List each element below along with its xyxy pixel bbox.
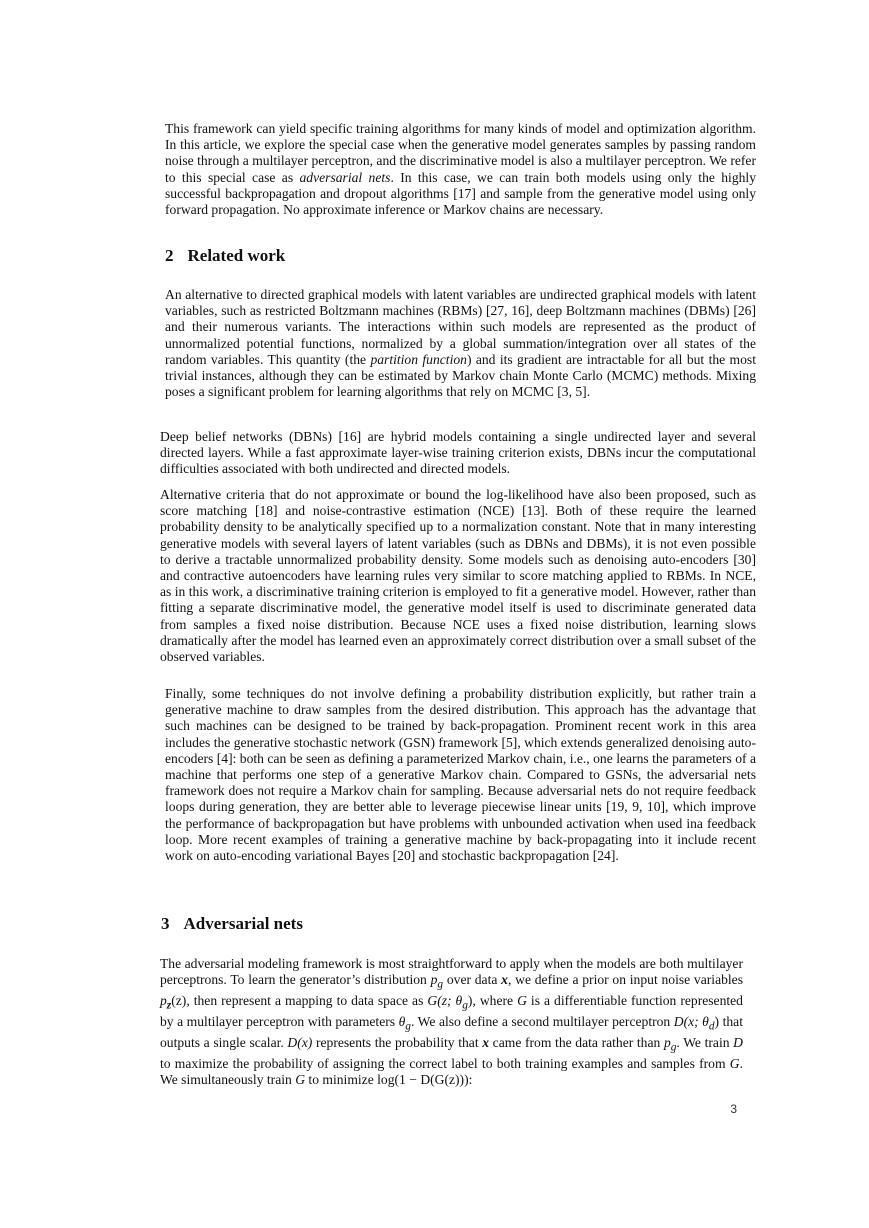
math-symbol: D(x; θ	[673, 1014, 709, 1030]
math-symbol: G	[295, 1072, 306, 1088]
math-symbol: )	[467, 993, 473, 1009]
math-symbol: D(x)	[287, 1034, 313, 1050]
section-title: Related work	[187, 246, 286, 265]
paragraph-text: came from the data rather than	[489, 1034, 664, 1050]
paragraph-text-cont: ) and its gradient are intractable for all but the most trivial instances, although they can be estimated by Markov chain Monte Carlo (MCMC) methods. Mixing poses a significant problem for learning algorithms that rely on MCMC [3, 5].	[165, 351, 756, 400]
related-work-paragraph-2: Deep belief networks (DBNs) [16] are hybrid models containing a single undirected layer and several directed layers. While a fast approximate layer-wise training criterion exists, DBNs incur the computational difficulties associated with both undirected and directed models.	[160, 429, 756, 477]
math-symbol: D	[733, 1034, 743, 1050]
section-title: Adversarial nets	[183, 914, 303, 933]
math-symbol: G	[729, 1055, 740, 1071]
paragraph-emphasis: partition function	[370, 351, 467, 367]
paragraph-text: over data	[443, 972, 502, 988]
page-number: 3	[730, 1102, 737, 1116]
paragraph-text: . We also define a second multilayer perceptron	[410, 1014, 674, 1030]
section-number: 3	[161, 914, 170, 933]
math-subscript: g	[405, 1020, 411, 1033]
paragraph-text: represents the probability that	[312, 1034, 483, 1050]
section-number: 2	[165, 246, 174, 265]
math-symbol: x	[501, 972, 508, 988]
math-symbol: p	[663, 1034, 671, 1050]
paragraph-text: is a differentiable function represented by a multilayer perceptron with parameters	[160, 993, 743, 1030]
paragraph-text: . We train	[676, 1034, 734, 1050]
math-symbol: θ	[398, 1014, 406, 1030]
section-heading-related-work	[165, 246, 285, 266]
math-subscript: d	[708, 1020, 715, 1033]
math-symbol: p	[430, 972, 438, 988]
math-symbol: (z)	[171, 993, 187, 1009]
related-work-paragraph-3: Alternative criteria that do not approximate or bound the log-likelihood have also been proposed, such as score matching [18] and noise-contrastive estimation (NCE) [13]. Both of these require the learned probability density to be analytically specified up to a normalization constant. Note that in many interesting generative models with several layers of latent variables (such as DBNs and DBMs), it is not even possible to derive a tractable unnormalized probability density. Some models such as denoising auto-encoders [30] and contractive autoencoders have learning rules very similar to score matching applied to RBMs. In NCE, as in this work, a discriminative training criterion is employed to fit a generative model. However, rather than fitting a separate discriminative model, the generative model itself is used to discriminate generated data from samples a fixed noise distribution. Because NCE uses a fixed noise distribution, learning slows dramatically after the model has learned even an approximately correct distribution over a small subset of the observed variables.	[160, 487, 756, 665]
paragraph-text: , where	[472, 993, 518, 1009]
paragraph-text: that outputs a single scalar.	[160, 1014, 743, 1050]
math-symbol: x	[482, 1034, 490, 1050]
math-subscript: g	[437, 978, 444, 991]
paragraph-text: , we define a prior on input noise variables	[507, 972, 743, 988]
math-expression: log(1 − D(G(z))):	[377, 1072, 473, 1088]
math-symbol: p	[160, 993, 167, 1009]
intro-text: This framework can yield specific training algorithms for many kinds of model and optimization algorithm. In this article, we explore the special case when the generative model generates samples by passing random noise through a multilayer perceptron, and the discriminative model is also a multilayer perceptron. We refer to this special case as	[165, 121, 756, 185]
adversarial-nets-paragraph	[160, 956, 743, 1088]
math-subscript: g	[462, 999, 468, 1012]
paragraph-text: to minimize	[305, 1072, 378, 1088]
math-subscript: g	[670, 1041, 677, 1054]
section-heading-adversarial-nets	[161, 914, 303, 934]
paragraph-text: The adversarial modeling framework is most straightforward to apply when the models are both multilayer perceptrons. To learn the generator’s distribution	[160, 956, 743, 988]
paragraph-text: to maximize the probability of assigning the correct label to both training examples and samples from	[160, 1055, 730, 1071]
paragraph-text: . We simultaneously train	[160, 1055, 743, 1088]
intro-emphasis: adversarial nets	[299, 169, 391, 185]
related-work-paragraph-1	[165, 287, 756, 400]
paragraph-text: An alternative to directed graphical models with latent variables are undirected graphical models with latent variables, such as restricted Boltzmann machines (RBMs) [27, 16], deep Boltzmann machines (DBMs) [26] and their numerous variants. The interactions within such models are represented as the product of unnormalized potential functions, normalized by a global summation/integration over all states of the random variables. This quantity (the	[165, 287, 756, 367]
math-symbol: )	[714, 1014, 720, 1030]
intro-paragraph	[165, 121, 756, 218]
math-symbol: G	[517, 993, 527, 1009]
math-symbol: G(z; θ	[427, 993, 463, 1009]
related-work-paragraph-4: Finally, some techniques do not involve defining a probability distribution explicitly, but rather train a generative machine to draw samples from the desired distribution. This approach has the advantage that such machines can be designed to be trained by back-propagation. Prominent recent work in this area includes the generative stochastic network (GSN) framework [5], which extends generalized denoising auto-encoders [4]: both can be seen as defining a parameterized Markov chain, i.e., one learns the parameters of a machine that performs one step of a generative Markov chain. Compared to GSNs, the adversarial nets framework does not require a Markov chain for sampling. Because adversarial nets do not require feedback loops during generation, they are better able to leverage piecewise linear units [19, 9, 10], which improve the performance of backpropagation but have problems with unbounded activation when used ina feedback loop. More recent examples of training a generative machine by back-propagating into it include recent work on auto-encoding variational Bayes [20] and stochastic backpropagation [24].	[165, 686, 756, 864]
paragraph-text: , then represent a mapping to data space as	[186, 993, 428, 1009]
intro-text-cont: . In this case, we can train both models using only the highly successful backpropagation and dropout algorithms [17] and sample from the generative model using only forward propagation. No approximate inference or Markov chains are necessary.	[165, 169, 757, 218]
math-subscript: z	[166, 999, 172, 1012]
